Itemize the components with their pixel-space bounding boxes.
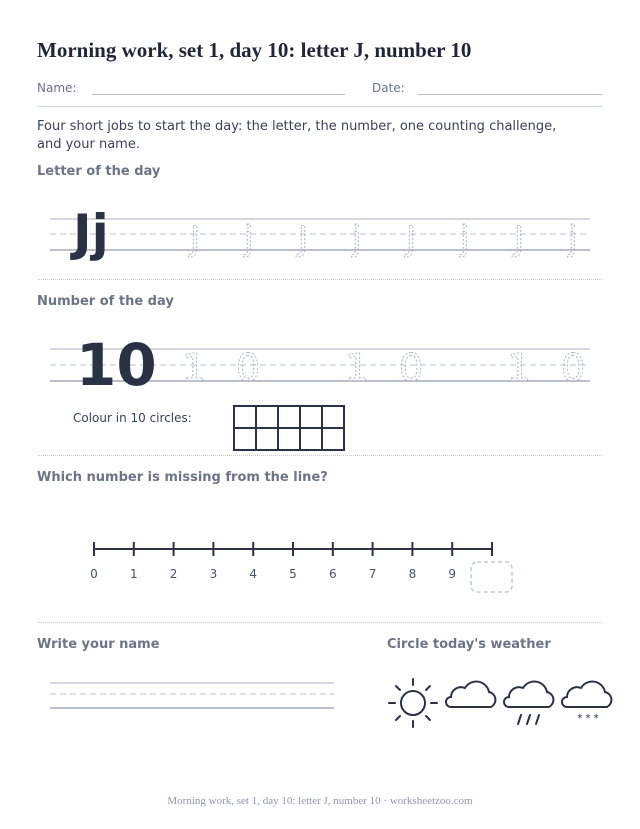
- letter-trace-item[interactable]: j: [568, 219, 578, 259]
- number-line-label: 2: [169, 567, 178, 581]
- header-divider: [37, 106, 602, 107]
- number-line-label: 8: [408, 567, 417, 581]
- rain-cloud-icon[interactable]: [504, 682, 553, 724]
- intro-text: Four short jobs to start the day: the letter, the number, one counting challenge, and your name.: [37, 119, 557, 152]
- date-label: Date:: [372, 81, 405, 95]
- number-trace-item[interactable]: 0: [236, 346, 261, 390]
- svg-text:* * *: * * *: [577, 713, 599, 724]
- ten-frame-cell[interactable]: [322, 428, 344, 450]
- sun-icon[interactable]: [389, 679, 437, 727]
- letter-trace-item[interactable]: J: [514, 219, 525, 259]
- cloud-icon[interactable]: [446, 682, 495, 707]
- colour-label: Colour in 10 circles:: [73, 411, 192, 425]
- page-footer: Morning work, set 1, day 10: letter J, number 10 · worksheetzoo.com: [167, 795, 473, 807]
- letter-practice-area: [0, 190, 640, 270]
- ten-frame-cell[interactable]: [322, 406, 344, 428]
- number-line-label: 6: [328, 567, 337, 581]
- letter-trace-item[interactable]: J: [298, 219, 309, 259]
- number-line-label: 9: [448, 567, 457, 581]
- ten-frame-cell[interactable]: [256, 406, 278, 428]
- page-title: Morning work, set 1, day 10: letter J, number 10: [37, 38, 472, 62]
- number-trace-item[interactable]: 1: [182, 346, 207, 390]
- ten-frame: [233, 405, 345, 451]
- letter-heading: Letter of the day: [37, 164, 161, 179]
- ten-frame-cell[interactable]: [256, 428, 278, 450]
- weather-icons: [385, 675, 620, 735]
- ten-frame-cell[interactable]: [300, 428, 322, 450]
- number-trace-item[interactable]: 0: [399, 346, 424, 390]
- ten-frame-cell[interactable]: [300, 406, 322, 428]
- letter-trace-item[interactable]: J: [406, 219, 417, 259]
- letter-trace-item[interactable]: j: [352, 219, 362, 259]
- number-practice-area: [0, 325, 640, 395]
- missing-answer-box[interactable]: [471, 562, 512, 592]
- name-heading: Write your name: [37, 637, 160, 652]
- number-line-labels: [90, 567, 456, 581]
- number-line-label: 3: [209, 567, 218, 581]
- number-line-label: 1: [129, 567, 138, 581]
- ten-frame-cell[interactable]: [278, 428, 300, 450]
- weather-heading: Circle today's weather: [387, 637, 551, 652]
- name-line[interactable]: [92, 94, 345, 95]
- ten-frame-cell[interactable]: [234, 406, 256, 428]
- ten-frame-cell[interactable]: [278, 406, 300, 428]
- number-line-label: 5: [289, 567, 297, 581]
- number-line: [0, 530, 640, 600]
- letter-trace-item[interactable]: j: [460, 219, 470, 259]
- name-label: Name:: [37, 81, 77, 95]
- section-divider-1: [37, 279, 602, 280]
- number-heading: Number of the day: [37, 294, 174, 309]
- number-line-label: 0: [90, 567, 98, 581]
- ten-frame-cell[interactable]: [234, 428, 256, 450]
- letter-trace-item[interactable]: J: [190, 219, 201, 259]
- number-line-label: 7: [368, 567, 377, 581]
- letter-model: Jj: [73, 204, 109, 262]
- letter-trace-group: [188, 219, 577, 259]
- missing-number-heading: Which number is missing from the line?: [37, 470, 328, 485]
- number-trace-item[interactable]: 1: [507, 346, 532, 390]
- name-writing-lines[interactable]: [0, 675, 340, 715]
- snow-cloud-icon[interactable]: [562, 682, 611, 724]
- number-trace-item[interactable]: 1: [345, 346, 370, 390]
- number-trace-group: [182, 346, 585, 390]
- number-trace-item[interactable]: 0: [561, 346, 586, 390]
- section-divider-3: [37, 622, 602, 623]
- section-divider-2: [37, 455, 602, 456]
- date-line[interactable]: [418, 94, 602, 95]
- letter-trace-item[interactable]: j: [244, 219, 254, 259]
- number-model: 10: [76, 331, 157, 395]
- number-line-label: 4: [249, 567, 258, 581]
